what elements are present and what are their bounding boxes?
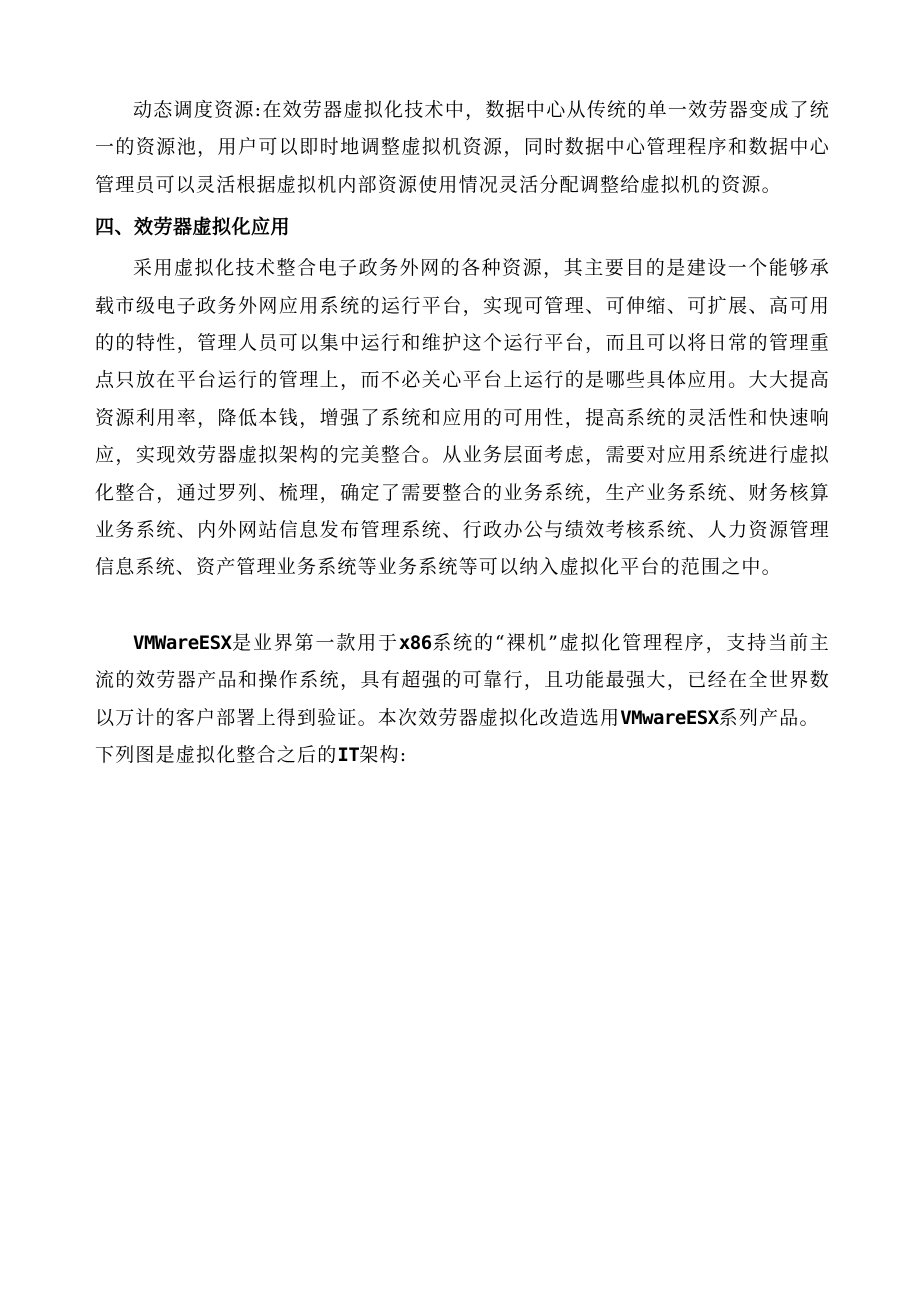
paragraph-vmware-esx xyxy=(95,625,830,737)
text-segment: 系列产品。 xyxy=(718,706,820,729)
text-vmwareesx-product: VMwareESX xyxy=(620,706,719,729)
paragraph-virtualization-integration: 采用虚拟化技术整合电子政务外网的各种资源，其主要目的是建设一个能够承载市级电子政务外网应用系统的运行平台，实现可管理、可伸缩、可扩展、高可用的的特性，管理人员可以集中运行和维护这个运行平台，而且可以将日常的管理重点只放在平台运行的管理上，而不必关心平台上运行的是哪些具体应用。大大提高资源利用率，降低本钱，增强了系统和应用的可用性，提高系统的灵活性和快速响应，实现效劳器虚拟架构的完美整合。从业务层面考虑，需要对应用系统进行虚拟化整合，通过罗列、梳理，确定了需要整合的业务系统，生产业务系统、财务核算业务系统、内外网站信息发布管理系统、行政办公与绩效考核系统、人力资源管理信息系统、资产管理业务系统等业务系统等可以纳入虚拟化平台的范围之中。 xyxy=(95,257,830,579)
text-x86: x86 xyxy=(398,631,432,654)
text-segment: 架构: xyxy=(359,744,408,767)
paragraph-dynamic-scheduling: 动态调度资源:在效劳器虚拟化技术中，数据中心从传统的单一效劳器变成了统一的资源池，用户可以即时地调整虚拟机资源，同时数据中心管理程序和数据中心管理员可以灵活根据虚拟机内部资源使用情况灵活分配调整给虚拟机的资源。 xyxy=(95,99,830,196)
text-it: IT xyxy=(337,744,360,767)
paragraph-it-architecture-caption xyxy=(95,737,830,774)
document-page xyxy=(95,92,830,775)
text-segment: 下列图是虚拟化整合之后的 xyxy=(95,744,338,767)
text-segment: 系统的“裸机”虚拟化管理程序，支持当前主流的效劳器产品和操作系统，具有超强的可靠行，且功能最强大，已经在全世界数以万计的客户部署上得到验证。本次效劳器虚拟化改造选用 xyxy=(95,631,830,729)
section-heading-server-virtualization-application: 四、效劳器虚拟化应用 xyxy=(95,216,291,239)
text-vmwareesx: VMWareESX xyxy=(133,631,232,654)
text-segment: 是业界第一款用于 xyxy=(231,631,399,654)
